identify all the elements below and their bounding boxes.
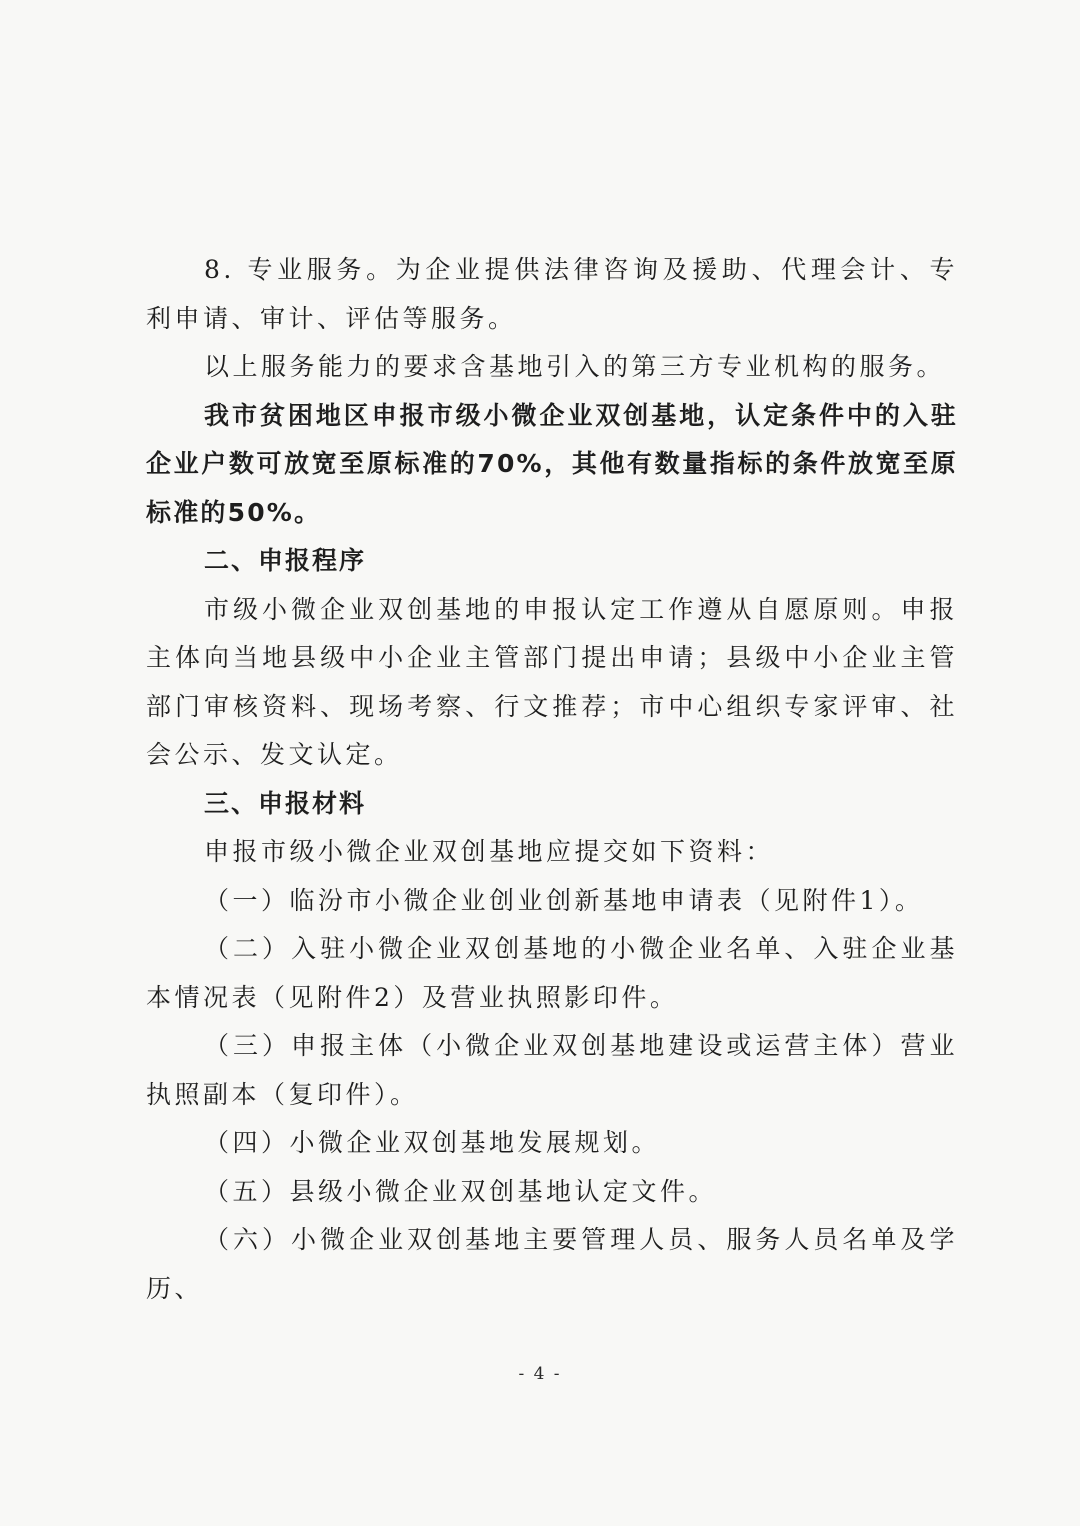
- list-item-material-3: （三）申报主体（小微企业双创基地建设或运营主体）营业执照副本（复印件）。: [146, 1031, 958, 1109]
- paragraph-third-party-note: 以上服务能力的要求含基地引入的第三方专业机构的服务。: [204, 352, 946, 381]
- list-item-material-2: （二）入驻小微企业双创基地的小微企业名单、入驻企业基本情况表（见附件2）及营业执照影印件。: [146, 934, 958, 1012]
- page-number: - 4 -: [518, 1364, 562, 1384]
- paragraph-procedure-description: 市级小微企业双创基地的申报认定工作遵从自愿原则。申报主体向当地县级中小企业主管部门提出申请；县级中小企业主管部门审核资料、现场考察、行文推荐；市中心组织专家评审、社会公示、发文认定。: [146, 594, 958, 769]
- paragraph-poverty-area-relaxation: 我市贫困地区申报市级小微企业双创基地，认定条件中的入驻企业户数可放宽至原标准的70%，其他有数量指标的条件放宽至原标准的50%。: [146, 400, 958, 527]
- document-body: [146, 246, 958, 1313]
- section-heading-application-materials: 三、申报材料: [204, 788, 367, 818]
- list-item-material-6: （六）小微企业双创基地主要管理人员、服务人员名单及学历、: [146, 1225, 958, 1303]
- paragraph-professional-services: 8. 专业服务。为企业提供法律咨询及援助、代理会计、专利申请、审计、评估等服务。: [146, 255, 958, 333]
- list-item-material-4: （四）小微企业双创基地发展规划。: [204, 1128, 661, 1157]
- paragraph-materials-intro: 申报市级小微企业双创基地应提交如下资料：: [204, 837, 775, 866]
- list-item-material-5: （五）县级小微企业双创基地认定文件。: [204, 1176, 718, 1206]
- list-item-material-1: （一）临汾市小微企业创业创新基地申请表（见附件1）。: [204, 885, 924, 915]
- section-heading-application-procedure: 二、申报程序: [204, 546, 367, 575]
